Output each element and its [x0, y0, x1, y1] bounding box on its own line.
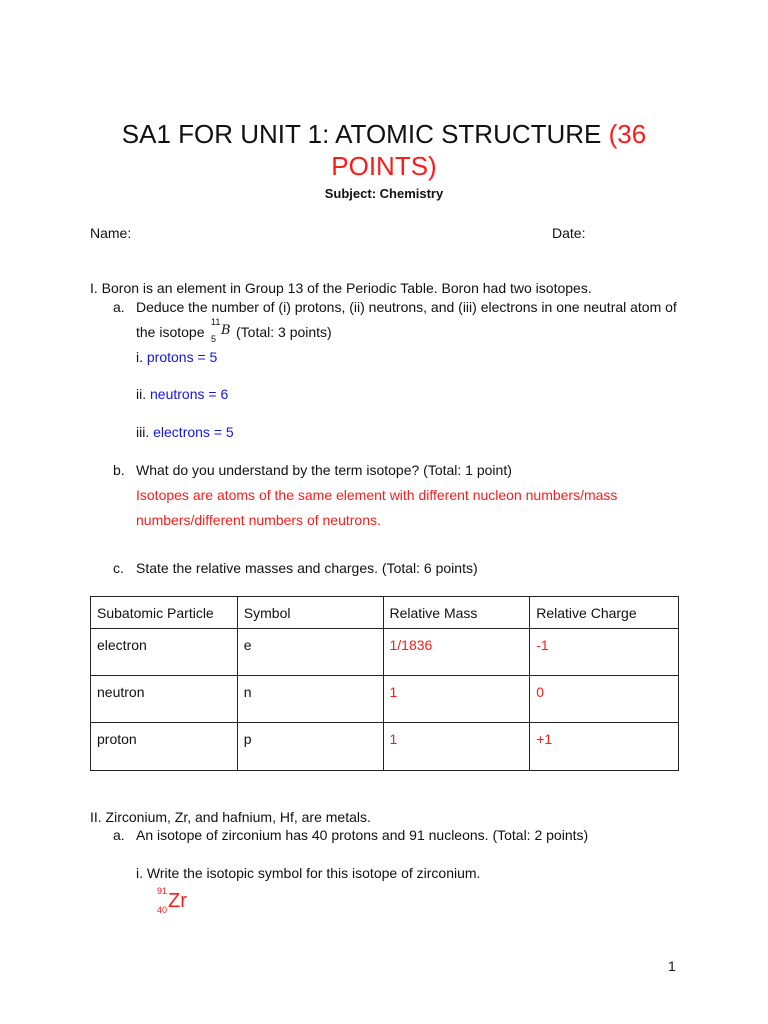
- q1c-marker: c.: [113, 560, 124, 576]
- q1c-question: State the relative masses and charges. (Total: 6 points): [136, 560, 478, 576]
- section-2-intro: II. Zirconium, Zr, and hafnium, Hf, are metals.: [90, 809, 371, 825]
- table-cell: p: [237, 723, 383, 771]
- table-cell: 1: [383, 676, 530, 723]
- answer-electrons: [136, 423, 234, 441]
- table-cell: e: [237, 629, 383, 676]
- zr-mass-number: 91: [157, 886, 168, 896]
- q1a-text-line2-prefix: the isotope: [136, 324, 205, 340]
- q2a-marker: a.: [113, 827, 125, 843]
- boron-element-symbol: B: [221, 323, 231, 338]
- table-cell: +1: [530, 723, 679, 771]
- q2a-question: An isotope of zirconium has 40 protons and 91 nucleons. (Total: 2 points): [136, 827, 589, 843]
- q1b-question: What do you understand by the term isotope? (Total: 1 point): [136, 462, 512, 478]
- table-header-cell: Relative Mass: [383, 597, 530, 629]
- section-1-intro: I. Boron is an element in Group 13 of the Periodic Table. Boron had two isotopes.: [90, 280, 592, 296]
- boron-isotope-symbol: [209, 317, 239, 347]
- name-label: Name:: [90, 225, 132, 241]
- title-points-2: POINTS): [331, 151, 437, 181]
- zr-element-symbol: Zr: [168, 890, 187, 912]
- date-label: Date:: [552, 225, 586, 241]
- title-main: SA1 FOR UNIT 1: ATOMIC STRUCTURE: [121, 119, 602, 149]
- table-header-row: [91, 597, 679, 629]
- table-header-cell: Subatomic Particle: [91, 597, 238, 629]
- answer-neutrons-prefix: ii.: [136, 386, 147, 402]
- answer-neutrons: [136, 385, 228, 403]
- table-cell: neutron: [91, 676, 238, 723]
- page-number: 1: [668, 958, 676, 974]
- table-row: [91, 723, 679, 771]
- table-cell: 1/1836: [383, 629, 530, 676]
- answer-protons: [136, 348, 217, 366]
- page-title: [0, 118, 768, 182]
- q1a-text-line1: Deduce the number of (i) protons, (ii) neutrons, and (iii) electrons in one neutral atom of: [136, 299, 677, 315]
- zirconium-isotope-answer: [155, 884, 205, 918]
- table-header-cell: Relative Charge: [530, 597, 679, 629]
- q1a-text-line2-suffix: (Total: 3 points): [236, 324, 332, 340]
- q1b-answer-line2: numbers/different numbers of neutrons.: [136, 512, 381, 528]
- q1a-marker: a.: [113, 299, 125, 315]
- title-points-1: (36: [608, 119, 647, 149]
- answer-protons-prefix: i.: [136, 349, 143, 365]
- subatomic-particles-table: [90, 596, 679, 771]
- table-row: [91, 676, 679, 723]
- table-row: [91, 629, 679, 676]
- answer-protons-value: protons = 5: [146, 349, 218, 365]
- boron-atomic-number: 5: [211, 334, 217, 344]
- subject-line: Subject: Chemistry: [324, 186, 444, 201]
- boron-mass-number: 11: [211, 317, 221, 327]
- q1b-marker: b.: [113, 462, 125, 478]
- zr-atomic-number: 40: [157, 905, 168, 915]
- q2a-sub-i: i. Write the isotopic symbol for this isotope of zirconium.: [136, 865, 481, 881]
- table-cell: -1: [530, 629, 679, 676]
- table-cell: 0: [530, 676, 679, 723]
- table-header-cell: Symbol: [237, 597, 383, 629]
- table-cell: n: [237, 676, 383, 723]
- table-cell: electron: [91, 629, 238, 676]
- answer-electrons-value: electrons = 5: [153, 424, 234, 440]
- answer-neutrons-value: neutrons = 6: [150, 386, 229, 402]
- answer-electrons-prefix: iii.: [136, 424, 150, 440]
- table-cell: 1: [383, 723, 530, 771]
- q1b-answer-line1: Isotopes are atoms of the same element with different nucleon numbers/mass: [136, 487, 618, 503]
- table-cell: proton: [91, 723, 238, 771]
